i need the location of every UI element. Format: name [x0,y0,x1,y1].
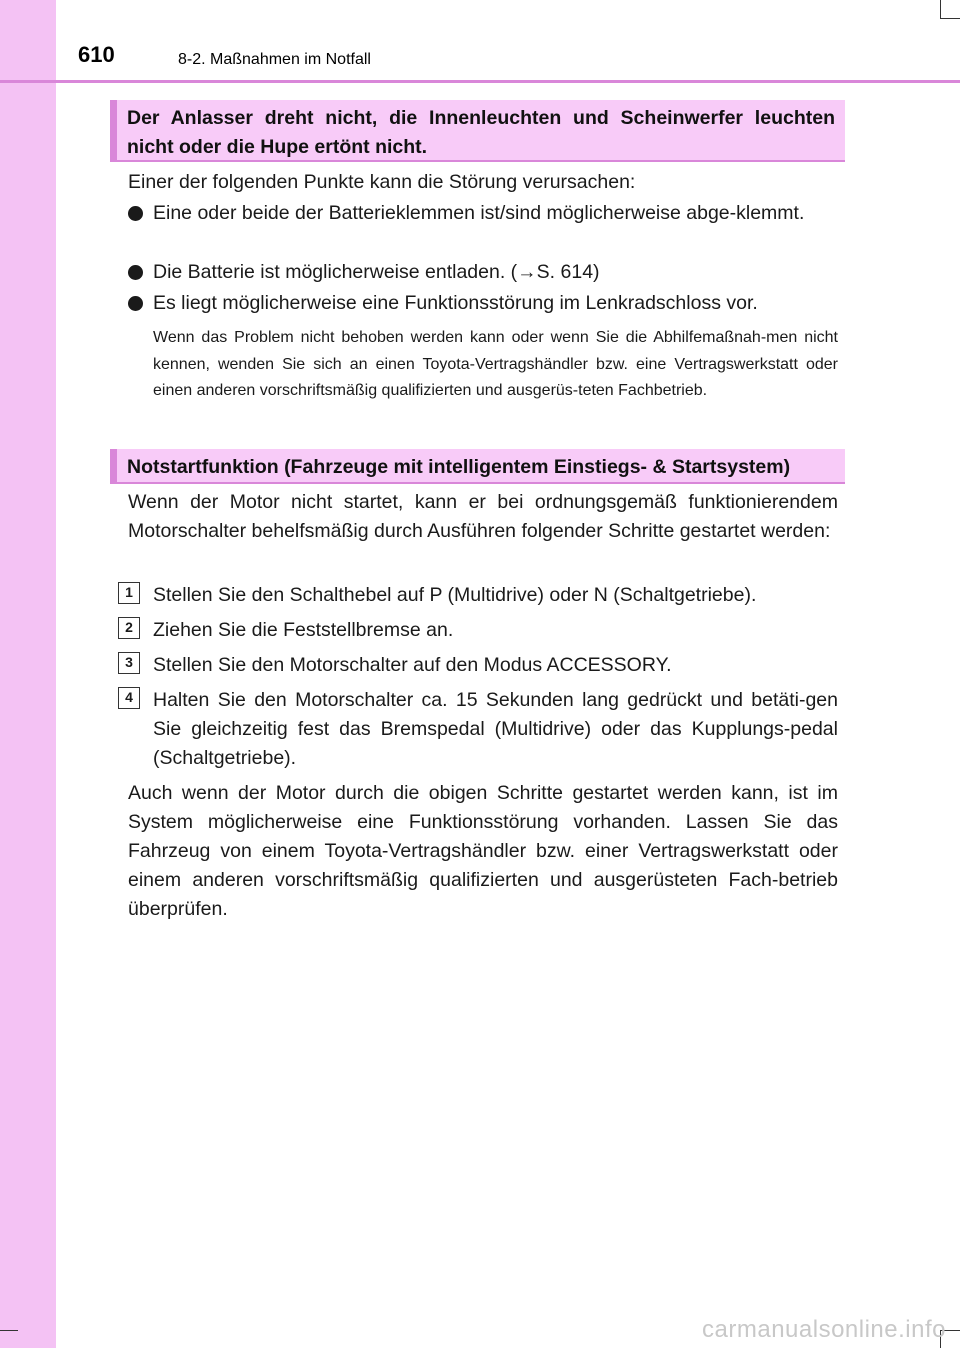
step-text: Ziehen Sie die Feststellbremse an. [153,619,454,641]
step-number-badge: 2 [118,617,140,639]
side-tab-band [0,0,56,1348]
crop-mark [0,1330,18,1331]
bullet-icon [128,296,143,311]
watermark: carmanualsonline.info [702,1316,946,1343]
section2-intro: Wenn der Motor nicht startet, kann er bei ordnungsgemäß funktionierendem Motorschalter behelfsmäßig durch Ausführen folgender Schritte gestartet werden: [128,491,838,542]
step-number-badge: 3 [118,652,140,674]
step-text: Halten Sie den Motorschalter ca. 15 Sekunden lang gedrückt und betäti-gen Sie gleichzeitig fest das Bremspedal (Multidrive) oder das Kupplungs-pedal (Schaltgetriebe). [153,689,838,769]
section-heading-starter-fault: Der Anlasser dreht nicht, die Innenleuchten und Scheinwerfer leuchten nicht oder die Hupe ertönt nicht. [110,100,845,162]
bullet-text: Eine oder beide der Batterieklemmen ist/sind möglicherweise abge-klemmt. [153,202,805,224]
step-item [118,651,838,680]
step-number-badge: 4 [118,687,140,709]
crop-mark [940,0,941,18]
header-divider [0,80,960,83]
section1-note: Wenn das Problem nicht behoben werden kann oder wenn Sie die Abhilfemaßnah-men nicht kennen, wenden Sie sich an einen Toyota-Vertragshändler bzw. eine Vertragswerkstatt oder einen anderen vorschriftsmäßig qualifizierten und ausgerüs-teten Fachbetrieb. [153,329,838,399]
bullet-icon [128,265,143,280]
step-item [118,616,838,645]
bullet-text: Es liegt möglicherweise eine Funktionsstörung im Lenkradschloss vor. [153,292,758,314]
step-text: Stellen Sie den Motorschalter auf den Modus ACCESSORY. [153,654,672,676]
list-item [128,199,838,228]
section1-intro: Einer der folgenden Punkte kann die Störung verursachen: [128,171,636,193]
section-heading-emergency-start: Notstartfunktion (Fahrzeuge mit intelligentem Einstiegs- & Startsystem) [110,449,845,484]
step-item [118,581,838,610]
list-item [128,289,838,318]
bullet-icon [128,206,143,221]
section-reference: 8-2. Maßnahmen im Notfall [178,51,371,68]
crop-mark [940,18,960,19]
step-text: Stellen Sie den Schalthebel auf P (Multidrive) oder N (Schaltgetriebe). [153,584,757,606]
list-item [128,258,838,287]
bullet-text: Die Batterie ist möglicherweise entladen. (→S. 614) [153,261,600,283]
section2-closing: Auch wenn der Motor durch die obigen Schritte gestartet werden kann, ist im System möglicherweise eine Funktionsstörung vorhanden. Lassen Sie das Fahrzeug von einem Toyota-Vertragshändler bzw. einer Vertragswerkstatt oder einem anderen vorschriftsmäßig qualifizierten und ausgerüsteten Fach-betrieb überprüfen. [128,782,838,920]
step-number-badge: 1 [118,582,140,604]
page-number: 610 [78,42,115,67]
step-item [118,686,838,773]
